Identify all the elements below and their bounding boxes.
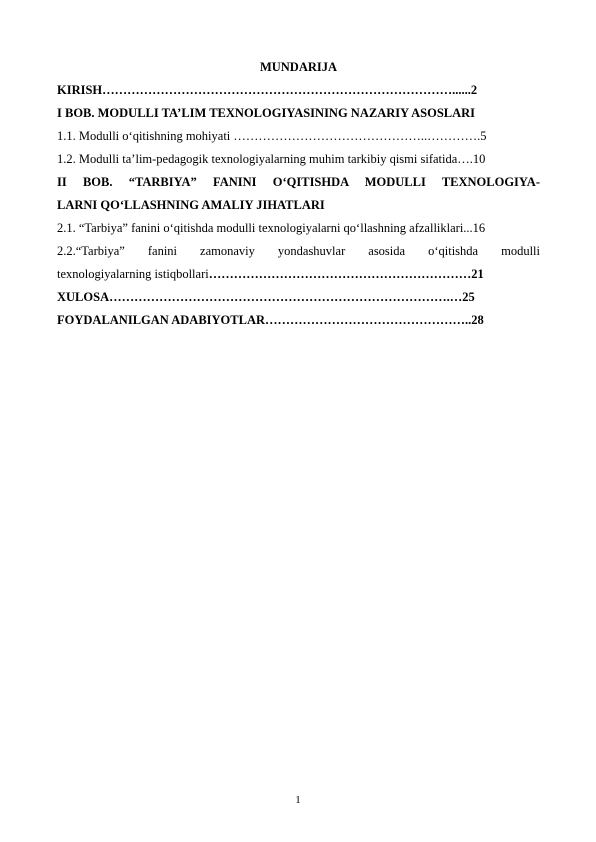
toc-chapter-2-heading-line-1: II BOB. “TARBIYA” FANINI O‘QITISHDA MODULLI TEXNOLOGIYA- xyxy=(57,175,540,189)
toc-title: MUNDARIJA xyxy=(259,60,338,74)
toc-entry-1-2: 1.2. Modulli ta’lim-pedagogik texnologiyalarning muhim tarkibiy qismi sifatida….10 xyxy=(57,152,486,166)
table-of-contents xyxy=(57,58,540,332)
toc-entry-2-2-text: texnologiyalarning istiqbollari xyxy=(57,267,209,281)
toc-entry-2-2-leader: ………………………………………………………21 xyxy=(208,267,484,281)
toc-entry-kirish: KIRISH…………………………………………………………………………......2 xyxy=(57,83,478,97)
toc-chapter-2-heading-line-2: LARNI QO‘LLASHNING AMALIY JIHATLARI xyxy=(57,198,325,212)
page-number: 1 xyxy=(295,794,301,806)
toc-entry-adabiyotlar: FOYDALANILGAN ADABIYOTLAR…………………………………………..28 xyxy=(57,313,484,327)
toc-entry-xulosa: XULOSA……………………………………………………………………….…25 xyxy=(57,290,475,304)
toc-entry-2-1: 2.1. “Tarbiya” fanini o‘qitishda modulli texnologiyalarni qo‘llashning afzalliklari...16 xyxy=(57,221,486,235)
toc-entry-1-1: 1.1. Modulli o‘qitishning mohiyati ………………………………………..………….5 xyxy=(57,129,487,143)
toc-chapter-1-heading: I BOB. MODULLI TA’LIM TEXNOLOGIYASINING NAZARIY ASOSLARI xyxy=(57,106,476,120)
toc-entry-2-2-line-2 xyxy=(57,263,540,286)
toc-entry-2-2-line-1: 2.2.“Tarbiya” fanini zamonaviy yondashuvlar asosida o‘qitishda modulli xyxy=(57,244,540,258)
